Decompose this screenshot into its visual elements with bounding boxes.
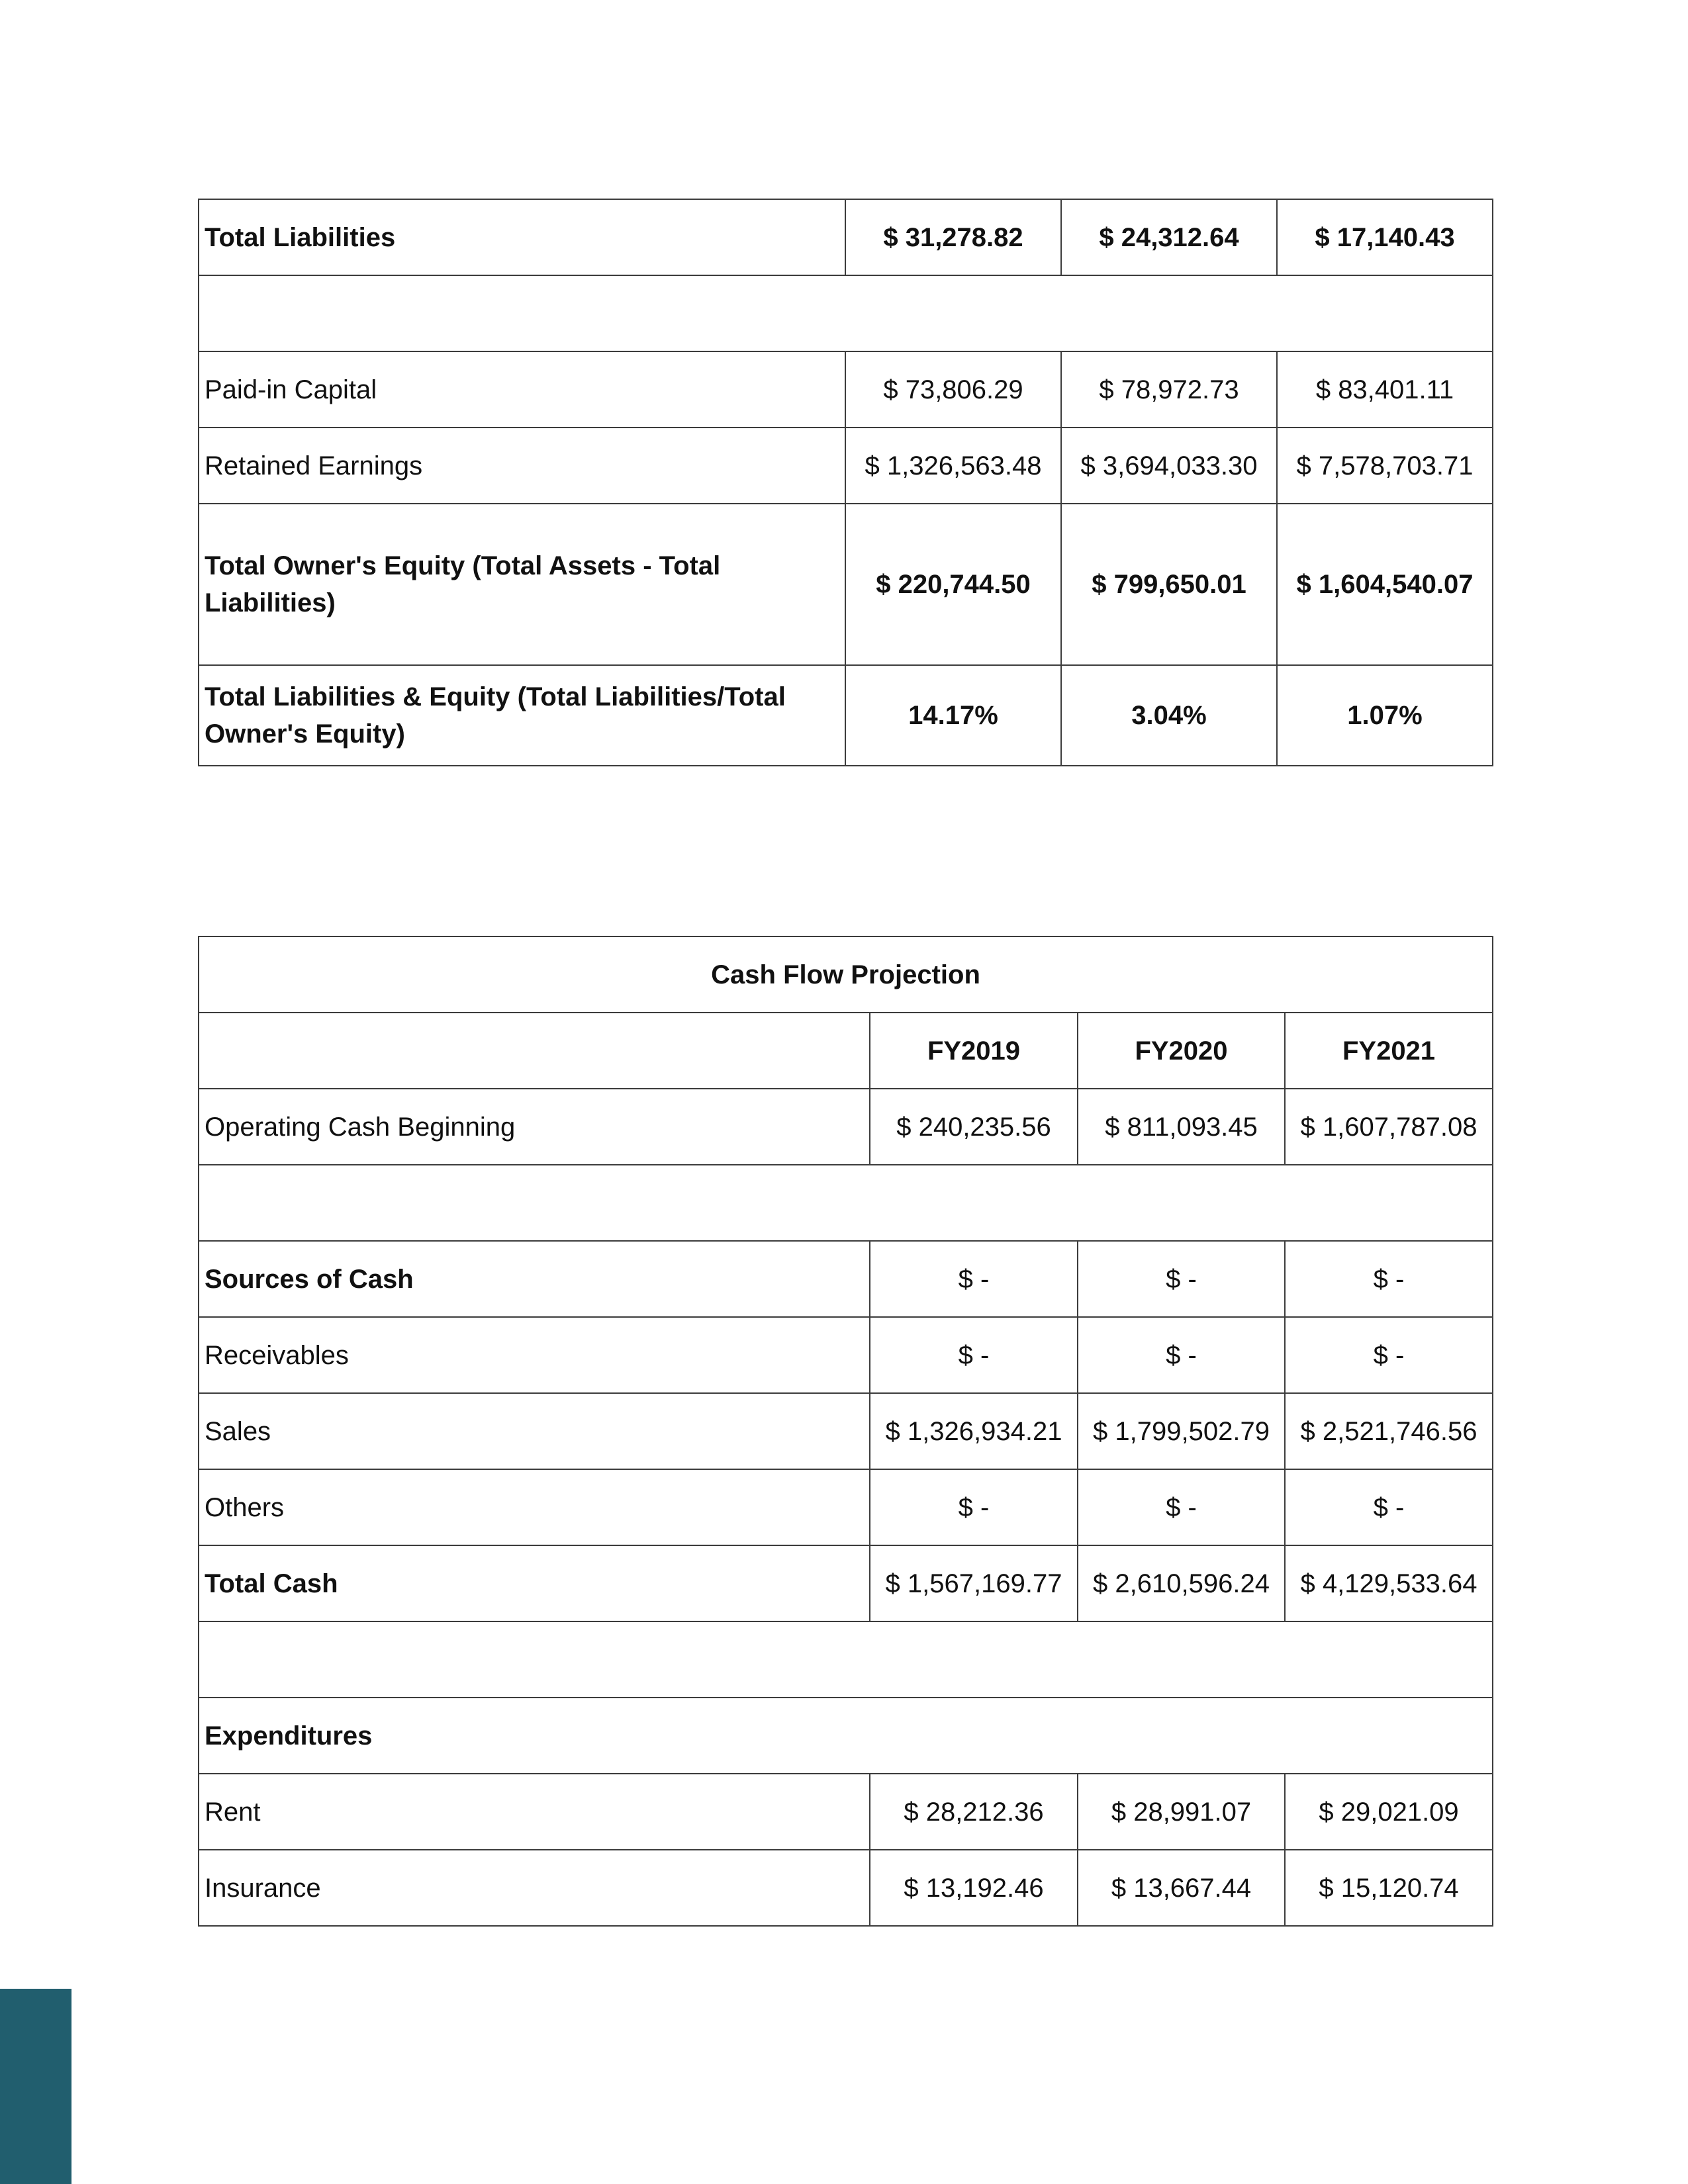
blank-cell xyxy=(199,1165,1493,1241)
value-cell: $ 31,278.82 xyxy=(845,199,1061,275)
value-cell: $ 1,326,934.21 xyxy=(870,1393,1078,1469)
table-row xyxy=(199,1850,1493,1926)
section-heading: Expenditures xyxy=(199,1698,1493,1774)
value-cell: $ 220,744.50 xyxy=(845,504,1061,665)
blank-row xyxy=(199,275,1493,351)
column-header: FY2020 xyxy=(1078,1013,1285,1089)
blank-cell xyxy=(199,275,1493,351)
table-row xyxy=(199,1393,1493,1469)
value-cell: $ 1,567,169.77 xyxy=(870,1545,1078,1621)
value-cell: $ 2,521,746.56 xyxy=(1285,1393,1493,1469)
value-cell: $ 2,610,596.24 xyxy=(1078,1545,1285,1621)
title-row xyxy=(199,936,1493,1013)
value-cell: $ 1,607,787.08 xyxy=(1285,1089,1493,1165)
value-cell: $ - xyxy=(870,1469,1078,1545)
row-label: Total Cash xyxy=(199,1545,870,1621)
value-cell: $ - xyxy=(1078,1241,1285,1317)
value-cell: $ 28,212.36 xyxy=(870,1774,1078,1850)
value-cell: $ 3,694,033.30 xyxy=(1061,428,1277,504)
row-label: Rent xyxy=(199,1774,870,1850)
value-cell: $ 1,326,563.48 xyxy=(845,428,1061,504)
value-cell: $ - xyxy=(870,1241,1078,1317)
table-row xyxy=(199,199,1493,275)
value-cell: $ 1,604,540.07 xyxy=(1277,504,1493,665)
blank-cell xyxy=(199,1621,1493,1698)
value-cell: $ - xyxy=(1078,1317,1285,1393)
value-cell: $ 4,129,533.64 xyxy=(1285,1545,1493,1621)
table-row xyxy=(199,504,1493,665)
value-cell: $ 73,806.29 xyxy=(845,351,1061,428)
table-row xyxy=(199,1774,1493,1850)
table-row xyxy=(199,351,1493,428)
row-label: Sources of Cash xyxy=(199,1241,870,1317)
value-cell: $ 811,093.45 xyxy=(1078,1089,1285,1165)
section-row xyxy=(199,1698,1493,1774)
accent-bar xyxy=(0,1989,71,2184)
column-header: FY2019 xyxy=(870,1013,1078,1089)
value-cell: 1.07% xyxy=(1277,665,1493,766)
table-row xyxy=(199,1545,1493,1621)
table-title: Cash Flow Projection xyxy=(199,936,1493,1013)
value-cell: $ 13,667.44 xyxy=(1078,1850,1285,1926)
row-label: Total Liabilities & Equity (Total Liabilities/Total Owner's Equity) xyxy=(199,665,845,766)
blank-row xyxy=(199,1621,1493,1698)
column-header: FY2021 xyxy=(1285,1013,1493,1089)
value-cell: $ 24,312.64 xyxy=(1061,199,1277,275)
value-cell: 3.04% xyxy=(1061,665,1277,766)
value-cell: $ 7,578,703.71 xyxy=(1277,428,1493,504)
header-row xyxy=(199,1013,1493,1089)
blank-row xyxy=(199,1165,1493,1241)
value-cell: $ - xyxy=(870,1317,1078,1393)
table-row xyxy=(199,428,1493,504)
row-label: Receivables xyxy=(199,1317,870,1393)
row-label: Sales xyxy=(199,1393,870,1469)
value-cell: $ - xyxy=(1285,1317,1493,1393)
value-cell: $ - xyxy=(1285,1469,1493,1545)
value-cell: $ 17,140.43 xyxy=(1277,199,1493,275)
row-label: Insurance xyxy=(199,1850,870,1926)
row-label: Total Liabilities xyxy=(199,199,845,275)
value-cell: $ 78,972.73 xyxy=(1061,351,1277,428)
header-blank-cell xyxy=(199,1013,870,1089)
row-label: Total Owner's Equity (Total Assets - Total Liabilities) xyxy=(199,504,845,665)
value-cell: 14.17% xyxy=(845,665,1061,766)
table-row xyxy=(199,1469,1493,1545)
value-cell: $ - xyxy=(1285,1241,1493,1317)
value-cell: $ 240,235.56 xyxy=(870,1089,1078,1165)
value-cell: $ 1,799,502.79 xyxy=(1078,1393,1285,1469)
table-row xyxy=(199,1241,1493,1317)
value-cell: $ - xyxy=(1078,1469,1285,1545)
table-row xyxy=(199,1317,1493,1393)
row-label: Others xyxy=(199,1469,870,1545)
table-row xyxy=(199,665,1493,766)
row-label: Paid-in Capital xyxy=(199,351,845,428)
balance-sheet-table xyxy=(198,199,1493,766)
table-row xyxy=(199,1089,1493,1165)
value-cell: $ 29,021.09 xyxy=(1285,1774,1493,1850)
value-cell: $ 28,991.07 xyxy=(1078,1774,1285,1850)
row-label: Retained Earnings xyxy=(199,428,845,504)
cash-flow-table xyxy=(198,936,1493,1927)
value-cell: $ 15,120.74 xyxy=(1285,1850,1493,1926)
value-cell: $ 83,401.11 xyxy=(1277,351,1493,428)
value-cell: $ 13,192.46 xyxy=(870,1850,1078,1926)
row-label: Operating Cash Beginning xyxy=(199,1089,870,1165)
value-cell: $ 799,650.01 xyxy=(1061,504,1277,665)
